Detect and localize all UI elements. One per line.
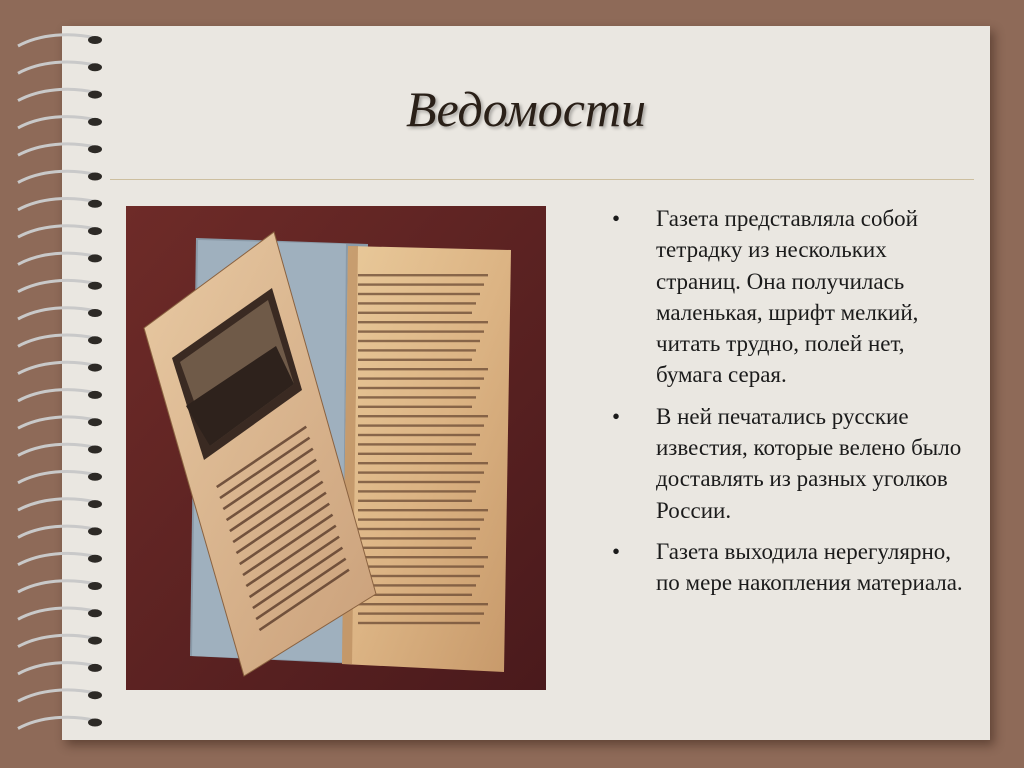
slide-title: Ведомости bbox=[405, 81, 647, 137]
bullet-marker: • bbox=[612, 538, 621, 564]
page-text-line bbox=[358, 424, 484, 426]
page-text-line bbox=[358, 415, 488, 417]
spiral-hole bbox=[88, 418, 102, 426]
page-text-line bbox=[358, 518, 484, 520]
spiral-hole bbox=[88, 254, 102, 262]
page-text-line bbox=[358, 622, 480, 624]
spiral-hole bbox=[88, 364, 102, 372]
spiral-ring bbox=[18, 199, 96, 210]
spiral-hole bbox=[88, 691, 102, 699]
page-text-line bbox=[358, 490, 476, 492]
page-text-line bbox=[358, 312, 472, 314]
spiral-ring bbox=[18, 444, 96, 455]
spiral-ring bbox=[18, 362, 96, 373]
spiral-ring bbox=[18, 417, 96, 428]
spiral-ring bbox=[18, 472, 96, 483]
bullet-marker: • bbox=[612, 206, 621, 231]
page-text-line bbox=[358, 396, 476, 398]
page-text-line bbox=[358, 509, 488, 511]
page-text-line bbox=[358, 547, 472, 549]
page-text-line bbox=[358, 603, 488, 605]
page-text-line bbox=[358, 340, 480, 342]
spiral-hole bbox=[88, 173, 102, 181]
page-text-line bbox=[358, 434, 480, 436]
spiral-ring bbox=[18, 280, 96, 291]
page-text-line bbox=[358, 377, 484, 379]
spiral-ring bbox=[18, 635, 96, 646]
spiral-ring bbox=[18, 663, 96, 674]
spiral-ring bbox=[18, 526, 96, 537]
page-text-line bbox=[358, 406, 472, 408]
spiral-ring bbox=[18, 335, 96, 346]
spiral-ring bbox=[18, 308, 96, 319]
spiral-ring bbox=[18, 62, 96, 73]
page-text-line bbox=[358, 453, 472, 455]
spiral-hole bbox=[88, 63, 102, 71]
page-text-line bbox=[358, 330, 484, 332]
page-text-line bbox=[358, 575, 480, 577]
page-text-line bbox=[358, 443, 476, 445]
spiral-hole bbox=[88, 719, 102, 727]
page-text-line bbox=[358, 359, 472, 361]
vedomosti-newspaper-photo bbox=[126, 206, 546, 690]
page-text-line bbox=[358, 387, 480, 389]
spiral-hole bbox=[88, 336, 102, 344]
page-text-line bbox=[358, 556, 488, 558]
spiral-ring bbox=[18, 690, 96, 701]
spiral-ring bbox=[18, 608, 96, 619]
spiral-hole bbox=[88, 609, 102, 617]
spiral-ring bbox=[18, 390, 96, 401]
page-text-line bbox=[358, 283, 484, 285]
spiral-hole bbox=[88, 582, 102, 590]
spiral-hole bbox=[88, 500, 102, 508]
list-item bbox=[612, 401, 972, 526]
bullet-list bbox=[612, 203, 972, 609]
page-text-line bbox=[358, 500, 472, 502]
spiral-hole bbox=[88, 227, 102, 235]
spiral-hole bbox=[88, 391, 102, 399]
title-divider bbox=[110, 179, 974, 180]
page-text-line bbox=[358, 349, 476, 351]
page-text-line bbox=[358, 462, 488, 464]
page-text-line bbox=[358, 293, 480, 295]
spiral-ring bbox=[18, 171, 96, 182]
bullet-marker: • bbox=[612, 403, 621, 429]
bullet-text: Газета представляла собой тетрадку из нескольких страниц. Она получилась маленькая, шрифт мелкий, читать трудно, полей нет, бумага серая. bbox=[656, 206, 919, 388]
page-text-line bbox=[358, 528, 480, 530]
spiral-hole bbox=[88, 664, 102, 672]
bullet-text: Газета выходила нерегулярно, по мере накопления материала. bbox=[656, 538, 963, 596]
spiral-ring bbox=[18, 553, 96, 564]
page-text-line bbox=[358, 274, 488, 276]
spiral-hole bbox=[88, 555, 102, 563]
spiral-hole bbox=[88, 446, 102, 454]
spiral-hole bbox=[88, 637, 102, 645]
spiral-ring bbox=[18, 253, 96, 264]
spiral-ring bbox=[18, 35, 96, 46]
spiral-ring bbox=[18, 226, 96, 237]
page-text-line bbox=[358, 565, 484, 567]
spiral-ring bbox=[18, 144, 96, 155]
page-text-line bbox=[358, 584, 476, 586]
page-text-line bbox=[358, 302, 476, 304]
page-text-line bbox=[358, 612, 484, 614]
spiral-hole bbox=[88, 527, 102, 535]
bullet-text: В ней печатались русские известия, которые велено было доставлять из разных уголков России. bbox=[656, 403, 962, 523]
spiral-ring bbox=[18, 717, 96, 728]
spiral-hole bbox=[88, 200, 102, 208]
page-text-line bbox=[358, 481, 480, 483]
list-item bbox=[612, 203, 972, 391]
spiral-ring bbox=[18, 581, 96, 592]
page-text-line bbox=[358, 537, 476, 539]
spiral-hole bbox=[88, 36, 102, 44]
page-text-line bbox=[358, 321, 488, 323]
spiral-hole bbox=[88, 145, 102, 153]
page-text-line bbox=[358, 471, 484, 473]
page-text-line bbox=[358, 368, 488, 370]
spiral-hole bbox=[88, 309, 102, 317]
list-item bbox=[612, 536, 972, 599]
spiral-hole bbox=[88, 473, 102, 481]
spiral-hole bbox=[88, 282, 102, 290]
spiral-ring bbox=[18, 499, 96, 510]
